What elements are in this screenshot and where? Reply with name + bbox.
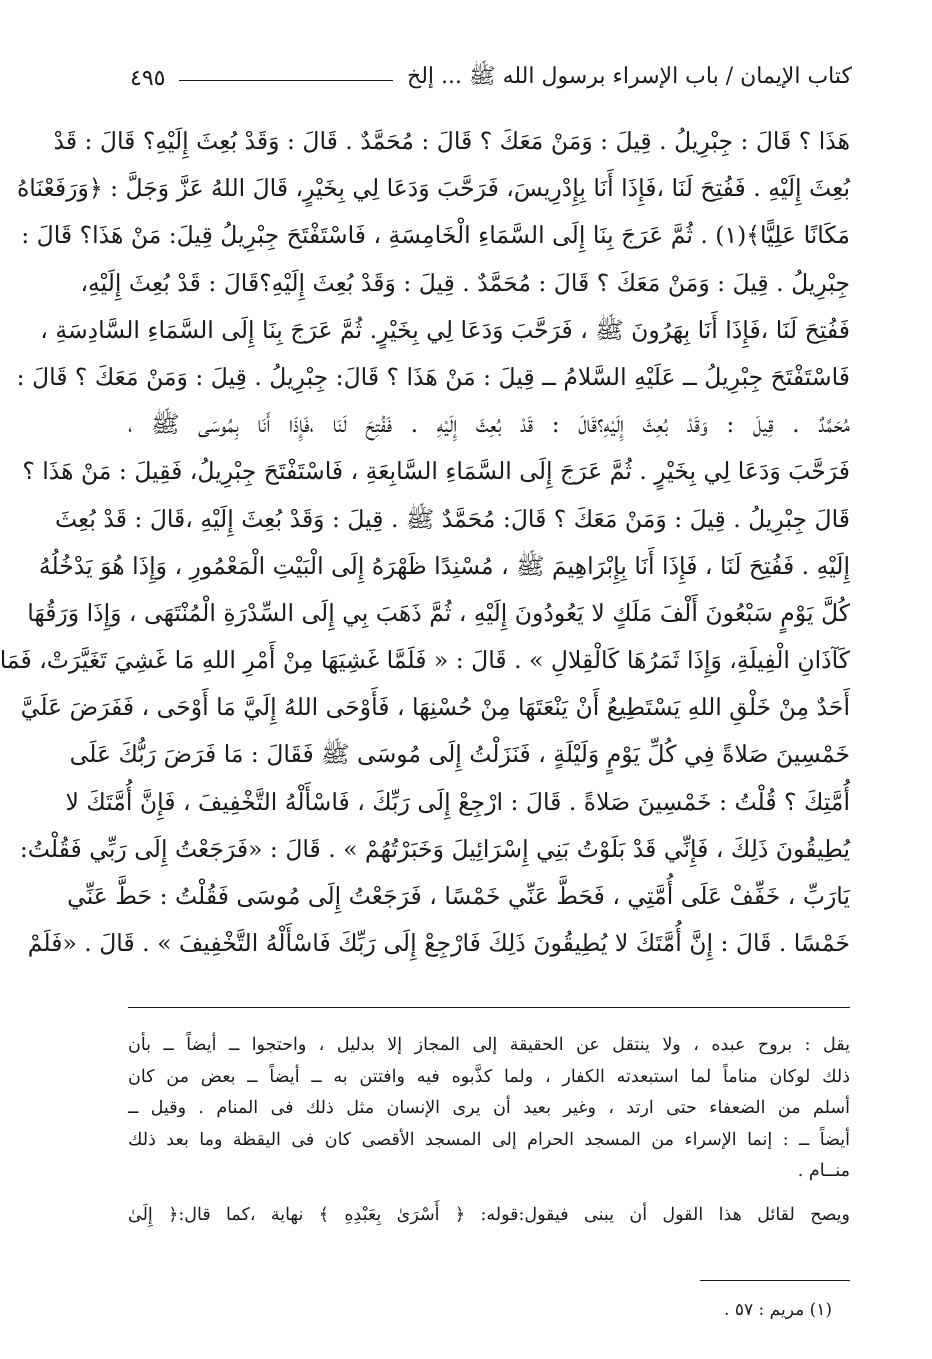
main-line: أُمَّتِكَ ؟ قُلْتُ : خَمْسِينَ صَلاةً . قَالَ : ارْجِعْ إِلَى رَبِّكَ ، فَاسْأَلْهُ التَّخْفِيفَ ، فَإِنَّ أُمَّتَكَ لا [65,787,850,816]
main-line: كَآذَانِ الْفِيلَةِ، وَإِذَا ثَمَرُهَا كَالْقِلالِ » . قَالَ : « فَلَمَّا غَشِيَهَا مِنْ أَمْرِ اللهِ مَا غَشِيَ تَغَيَّرَتْ، فَمَا [0,646,850,675]
main-line: جِبْرِيلُ . قِيلَ : وَمَنْ مَعَكَ ؟ قَالَ : مُحَمَّدٌ . قِيلَ : وَقَدْ بُعِثَ إِلَيْهِ؟قَالَ : قَدْ بُعِثَ إِلَيْهِ، [80,268,850,297]
main-line: يُطِيقُونَ ذَلِكَ ، فَإِنِّي قَدْ بَلَوْتُ بَنِي إِسْرَائِيلَ وَخَبَرْتُهُمْ » . قَالَ : «فَرَجَعْتُ إِلَى رَبِّي فَقُلْتُ: [19,834,850,863]
main-line: مَكَانًا عَلِيًّا﴾(١) . ثُمَّ عَرَجَ بِنَا إِلَى السَّمَاءِ الْخَامِسَةِ ، فَاسْتَفْتَحَ جِبْرِيلُ قِيلَ: مَنْ هَذَا؟ قَالَ : [21,221,850,250]
commentary-notes [128,1030,850,1231]
header-rule [179,80,393,81]
main-line: هَذَا ؟ قَالَ : جِبْرِيلُ . قِيلَ : وَمَنْ مَعَكَ ؟ قَالَ : مُحَمَّدٌ . قَالَ : وَقَدْ بُعِثَ إِلَيْهِ؟ قَالَ : قَدْ [53,127,850,155]
footnote-divider [700,1280,850,1281]
main-text-divider [128,1007,850,1008]
main-line: مُحَمَّدٌ . قِيلَ : وَقَدْ بُعِثَ إِلَيْهِ؟قَالَ : قَدْ بُعِثَ إِلَيْهِ . فَفُتِحَ لَنَا ،فَإِذَا أَنَا بِمُوسَى ﷺ ، [128,410,850,439]
main-line: فَرَحَّبَ وَدَعَا لِي بِخَيْرٍ . ثُمَّ عَرَجَ إِلَى السَّمَاءِ السَّابِعَةِ ، فَاسْتَفْتَحَ جِبْرِيلُ، فَقِيلَ : مَنْ هَذَا ؟ [22,457,850,486]
note-line: ذلك لوكان مناماً لما استبعدته الكفار ، ولما كذَّبوه فيه وافتتن به ــ أيضاً ــ بعض من كان [128,1066,850,1087]
main-line: بُعِثَ إِلَيْهِ . فَفُتِحَ لَنَا ،فَإِذَا أَنَا بِإِدْرِيسَ، فَرَحَّبَ وَدَعَا لِي بِخَيْرٍ، قَالَ اللهُ عَزَّ وَجَلَّ : ﴿وَرَفَعْنَاهُ [17,174,850,203]
main-line: كُلَّ يَوْمٍ سَبْعُونَ أَلْفَ مَلَكٍ لا يَعُودُونَ إِلَيْهِ ، ثُمَّ ذَهَبَ بِي إِلَى السِّدْرَةِ الْمُنْتَهَى ، وَإِذَا وَرَقُهَا [27,598,850,627]
main-line: إِلَيْهِ . فَفُتِحَ لَنَا ، فَإِذَا أَنَا بِإِبْرَاهِيمَ ﷺ ، مُسْنِدًا ظَهْرَهُ إِلَى الْبَيْتِ الْمَعْمُورِ ، وَإِذَا هُوَ يَدْخُلُهُ [38,551,850,580]
main-line: فَفُتِحَ لَنَا ،فَإِذَا أَنَا بِهَرُونَ ﷺ ، فَرَحَّبَ وَدَعَا لِي بِخَيْرٍ. ثُمَّ عَرَجَ بِنَا إِلَى السَّمَاءِ السَّادِسَةِ ، [40,315,850,344]
note-line: يقل : بروح عبده ، ولا ينتقل عن الحقيقة إلى المجاز إلا بدليل ، واحتجوا ــ أيضاً ــ بأن [128,1035,850,1055]
main-line: يَارَبِّ ، خَفِّفْ عَلَى أُمَّتِي ، فَحَطَّ عَنِّي خَمْسًا ، فَرَجَعْتُ إِلَى مُوسَى فَقُلْتُ : حَطَّ عَنِّي [67,882,850,910]
main-text [0,118,850,967]
footnote: (١) مريم : ٥٧ . [724,1300,832,1320]
note-line: منــام . [797,1161,850,1181]
main-line: فَاسْتَفْتَحَ جِبْرِيلُ ــ عَلَيْهِ السَّلامُ ــ قِيلَ : مَنْ هَذَا ؟ قَالَ: جِبْرِيلُ . قِيلَ : وَمَنْ مَعَكَ ؟ قَالَ : [16,362,850,391]
running-header [130,58,852,98]
main-line: قَالَ جِبْرِيلُ . قِيلَ : وَمَنْ مَعَكَ ؟ قَالَ: مُحَمَّدٌ ﷺ . قِيلَ : وَقَدْ بُعِثَ إِلَيْهِ ،قَالَ : قَدْ بُعِثَ [54,504,850,533]
header-title: كتاب الإيمان / باب الإسراء برسول الله ﷺ ... إلخ [407,64,852,89]
note-line: ويصح لقائل هذا القول أن يبنى فيقول:قوله: ﴿ أَسْرَىٰ بِعَبْدِهِ ﴾ نهاية ،كما قال:﴿ إِلَىٰ [128,1204,850,1225]
main-line: أَحَدٌ مِنْ خَلْقِ اللهِ يَسْتَطِيعُ أَنْ يَنْعَتَهَا مِنْ حُسْنِهَا ، فَأَوْحَى اللهُ إِلَيَّ مَا أَوْحَى ، فَفَرَضَ عَلَيَّ [20,693,850,722]
note-line: أيضاً ــ : إنما الإسراء من المسجد الحرام إلى المسجد الأقصى كان فى اليقظة وما بعد ذلك [128,1129,850,1150]
page-number: ٤٩٥ [130,65,166,91]
note-line: أسلم من الضعفاء حتى ارتد ، وغير بعيد أن يرى الإنسان مثل ذلك فى المنام . وقيل ــ [128,1098,850,1118]
main-line: خَمْسًا . قَالَ : إِنَّ أُمَّتَكَ لا يُطِيقُونَ ذَلِكَ فَارْجِعْ إِلَى رَبِّكَ فَاسْأَلْهُ التَّخْفِيفَ » . قَالَ . «فَلَمْ [27,929,850,958]
main-line: خَمْسِينَ صَلاةً فِي كُلِّ يَوْمٍ وَلَيْلَةٍ ، فَنَزَلْتُ إِلَى مُوسَى ﷺ فَقَالَ : مَا فَرَضَ رَبُّكَ عَلَى [69,740,850,769]
